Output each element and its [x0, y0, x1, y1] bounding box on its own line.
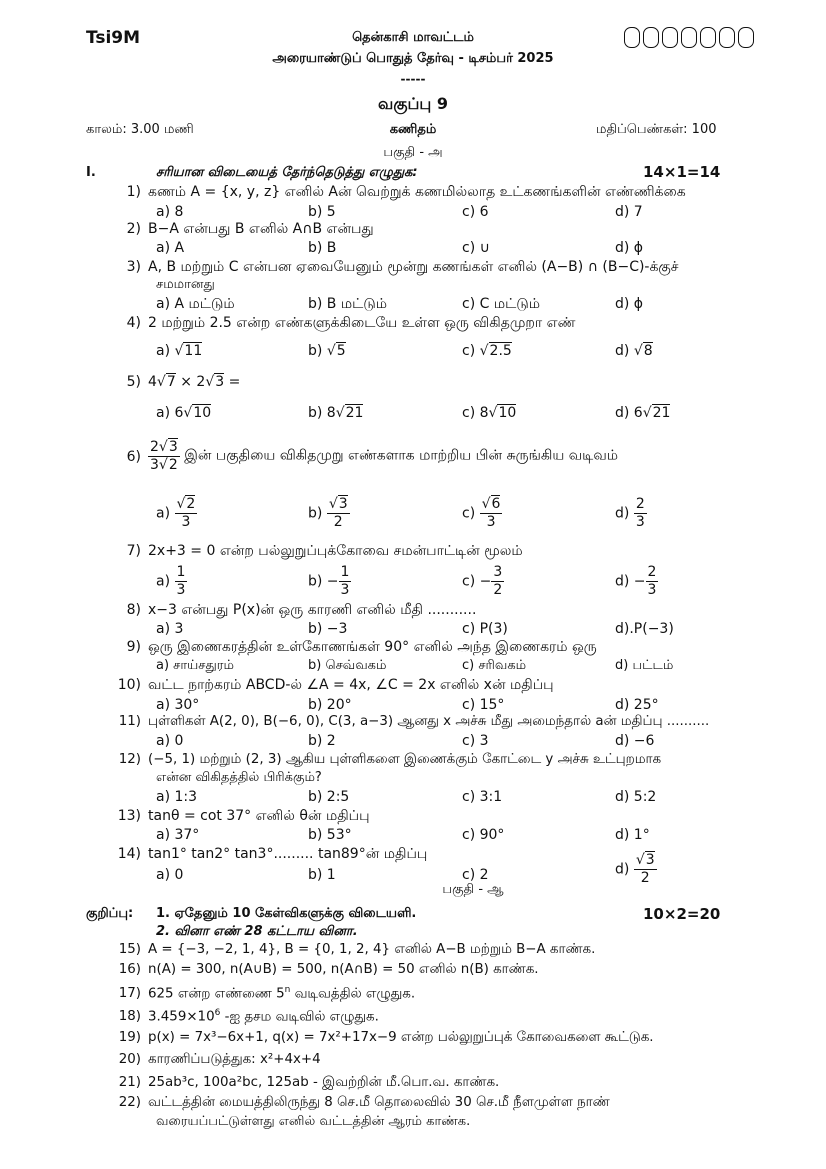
q12-option-d: d) 5:2	[615, 789, 657, 805]
part-a-instruction: சரியான விடையைத் தேர்ந்தெடுத்து எழுதுக:	[156, 165, 418, 180]
q9-option-a: a) சாய்சதுரம்	[156, 658, 234, 673]
q11-option-a: a) 0	[156, 733, 184, 749]
class-title: வகுப்பு 9	[378, 94, 448, 113]
q5-option-a: a) 6√10	[156, 405, 212, 421]
q3-option-d: d) ϕ	[615, 296, 644, 312]
question-6: 6) $\frac{2√3}{3√2}$ இன் பகுதியை விகிதமுறு எண்களாக மாற்றிய பின் சுருங்கிய வடிவம்	[126, 439, 618, 473]
exam-title: அரையாண்டுப் பொதுத் தேர்வு - டிசம்பர் 2025	[272, 51, 554, 66]
q14-option-b: b) 1	[308, 867, 336, 883]
q4-option-a: a) √11	[156, 343, 203, 359]
part-a-scheme: 14×1=14	[643, 163, 721, 181]
question-1: 1) கணம் A = {x, y, z} எனில் Aன் வெற்றுக் கணமில்லாத உட்கணங்களின் எண்ணிக்கை	[126, 184, 686, 200]
q2-option-d: d) ϕ	[615, 240, 644, 256]
q10-option-c: c) 15°	[462, 697, 505, 713]
q8-option-d: d).P(−3)	[615, 621, 674, 637]
question-8: 8) x−3 என்பது P(x)ன் ஒரு காரணி எனில் மீதி ...........	[126, 602, 477, 618]
q6-option-d: d) $\frac{2}{3}$	[615, 496, 645, 530]
q13-option-a: a) 37°	[156, 827, 200, 843]
note-label: குறிப்பு:	[86, 906, 134, 921]
q13-option-d: d) 1°	[615, 827, 650, 843]
q12-option-a: a) 1:3	[156, 789, 198, 805]
q6-fraction: $\frac{2√3}{3√2}$	[150, 439, 178, 473]
q11-option-c: c) 3	[462, 733, 489, 749]
separator: -----	[400, 72, 426, 86]
question-9: 9) ஒரு இணைகரத்தின் உள்கோணங்கள் 90° எனில் அந்த இணைகரம் ஒரு	[126, 639, 597, 655]
q9-option-c: c) சரிவகம்	[462, 658, 527, 673]
q8-option-b: b) −3	[308, 621, 348, 637]
part-b-title: பகுதி - ஆ	[442, 882, 504, 897]
q7-option-b: b) − $\frac{1}{3}$	[308, 564, 350, 598]
section-roman: I.	[86, 165, 96, 180]
paper-code: Tsi9M	[86, 28, 141, 48]
q7-option-a: a) $\frac{1}{3}$	[156, 564, 186, 598]
question-13: 13) tanθ = cot 37° எனில் θன் மதிப்பு	[117, 808, 370, 824]
question-3-cont: சமமானது	[156, 277, 215, 292]
q4-option-b: b) √5	[308, 343, 346, 359]
q14-option-c: c) 2	[462, 867, 489, 883]
total-marks: மதிப்பெண்கள்: 100	[596, 122, 717, 137]
q5-option-b: b) 8√21	[308, 405, 364, 421]
question-16: 16) n(A) = 300, n(A∪B) = 500, n(A∩B) = 50 எனில் n(B) காண்க.	[118, 962, 539, 977]
q6-option-a: a) $\frac{√2}{3}$	[156, 496, 196, 530]
q1-option-c: c) 6	[462, 204, 489, 220]
question-20: 20) காரணிப்படுத்துக: x²+4x+4	[118, 1052, 321, 1067]
q10-option-d: d) 25°	[615, 697, 659, 713]
q8-option-c: c) P(3)	[462, 621, 508, 637]
q4-option-c: c) √2.5	[462, 343, 512, 359]
q11-option-d: d) −6	[615, 733, 655, 749]
q12-option-c: c) 3:1	[462, 789, 503, 805]
q6-option-c: c) $\frac{√6}{3}$	[462, 496, 501, 530]
question-7: 7) 2x+3 = 0 என்ற பல்லுறுப்புக்கோவை சமன்பாட்டின் மூலம்	[126, 543, 523, 559]
q5-option-c: c) 8√10	[462, 405, 517, 421]
q3-option-b: b) B மட்டும்	[308, 296, 388, 312]
q1-option-b: b) 5	[308, 204, 336, 220]
question-22: 22) வட்டத்தின் மையத்திலிருந்து 8 செ.மீ தொலைவில் 30 செ.மீ நீளமுள்ள நாண்	[118, 1095, 610, 1110]
q2-option-b: b) B	[308, 240, 337, 256]
question-11: 11) புள்ளிகள் A(2, 0), B(−6, 0), C(3, a−3) ஆனது x அச்சு மீது அமைந்தால் aன் மதிப்பு ..........	[118, 714, 710, 729]
q10-option-b: b) 20°	[308, 697, 352, 713]
question-3: 3) A, B மற்றும் C என்பன ஏவையேனும் மூன்று கணங்கள் எனில் (A−B) ∩ (B−C)-க்குச்	[126, 259, 679, 275]
q3-option-a: a) A மட்டும்	[156, 296, 235, 312]
q2-option-c: c) ∪	[462, 240, 490, 256]
q12-option-b: b) 2:5	[308, 789, 350, 805]
q14-option-a: a) 0	[156, 867, 184, 883]
q1-option-d: d) 7	[615, 204, 643, 220]
q9-option-b: b) செவ்வகம்	[308, 658, 387, 673]
note-1: 1. ஏதேனும் 10 கேள்விகளுக்கு விடையளி.	[156, 906, 417, 921]
question-4: 4) 2 மற்றும் 2.5 என்ற எண்களுக்கிடையே உள்ள ஒரு விகிதமுறா எண்	[126, 315, 576, 331]
q13-option-c: c) 90°	[462, 827, 505, 843]
question-17: 17) 625 என்ற எண்ணை 5$^n$ வடிவத்தில் எழுதுக.	[118, 985, 416, 1002]
exam-time: காலம்: 3.00 மணி	[86, 122, 194, 137]
question-5: 5) 4√7 × 2√3 =	[126, 374, 241, 390]
q6-option-b: b) $\frac{√3}{2}$	[308, 496, 348, 530]
q5-option-d: d) 6√21	[615, 405, 671, 421]
note-2: 2. வினா எண் 28 கட்டாய வினா.	[156, 924, 358, 939]
question-10: 10) வட்ட நாற்கரம் ABCD-ல் ∠A = 4x, ∠C = 2x எனில் xன் மதிப்பு	[117, 677, 554, 693]
q9-option-d: d) பட்டம்	[615, 658, 674, 673]
part-b-scheme: 10×2=20	[643, 905, 721, 923]
question-2: 2) B−A என்பது B எனில் A∩B என்பது	[126, 221, 374, 237]
q13-option-b: b) 53°	[308, 827, 352, 843]
q7-option-d: d) − $\frac{2}{3}$	[615, 564, 657, 598]
question-18: 18) $3.459\times 10^6$ -ஐ தசம வடிவில் எழுதுக.	[118, 1008, 379, 1025]
question-19: 19) p(x) = 7x³−6x+1, q(x) = 7x²+17x−9 என்ற பல்லுறுப்புக் கோவைகளை கூட்டுக.	[118, 1030, 654, 1045]
question-15: 15) A = {−3, −2, 1, 4}, B = {0, 1, 2, 4} எனில் A−B மற்றும் B−A காண்க.	[118, 942, 596, 957]
q11-option-b: b) 2	[308, 733, 336, 749]
question-14: 14) tan1° tan2° tan3°......... tan89°ன் மதிப்பு	[117, 846, 428, 862]
q2-option-a: a) A	[156, 240, 185, 256]
q14-option-d: d) $\frac{√3}{2}$	[615, 852, 655, 886]
district-title: தென்காசி மாவட்டம்	[352, 30, 474, 45]
question-12: 12) (−5, 1) மற்றும் (2, 3) ஆகிய புள்ளிகளை இணைக்கும் கோட்டை y அச்சு உட்புறமாக	[118, 752, 662, 767]
q1-option-a: a) 8	[156, 204, 184, 220]
q8-option-a: a) 3	[156, 621, 184, 637]
question-12-cont: என்ன விகிதத்தில் பிரிக்கும்?	[156, 770, 322, 785]
question-21: 21) 25ab³c, 100a²bc, 125ab - இவற்றின் மீ.பொ.வ. காண்க.	[118, 1075, 500, 1090]
q7-option-c: c) − $\frac{3}{2}$	[462, 564, 503, 598]
q10-option-a: a) 30°	[156, 697, 200, 713]
q3-option-c: c) C மட்டும்	[462, 296, 541, 312]
subject-title: கணிதம்	[389, 122, 437, 137]
q4-option-d: d) √8	[615, 343, 653, 359]
part-a-title: பகுதி - அ	[383, 145, 443, 160]
question-22-cont: வரையப்பட்டுள்ளது எனில் வட்டத்தின் ஆரம் காண்க.	[156, 1114, 471, 1129]
